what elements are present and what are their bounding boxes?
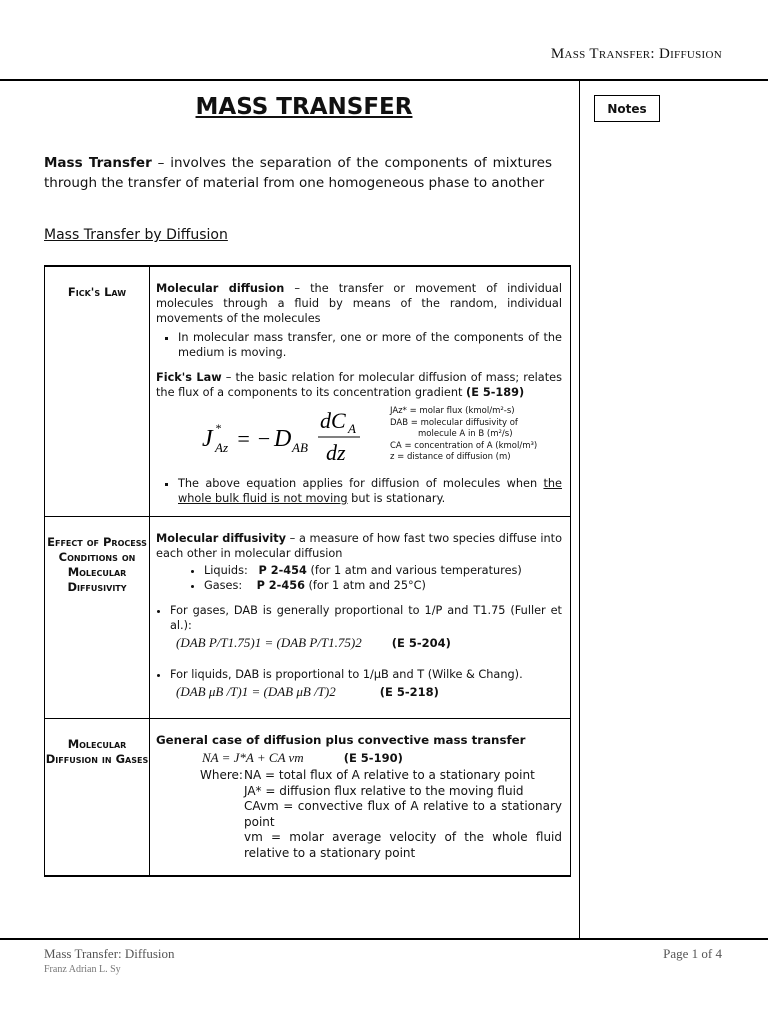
- definition-cell: [150, 719, 571, 877]
- svg-text:Az: Az: [215, 440, 228, 455]
- list-item: JA* = diffusion flux relative to the moving fluid: [244, 783, 524, 798]
- header-rule: [0, 79, 768, 81]
- equation-ref: (E 5-189): [466, 386, 525, 399]
- running-header: Mass Transfer: Diffusion: [550, 46, 722, 62]
- table-row: [45, 719, 571, 877]
- notes-column-divider: [579, 80, 580, 940]
- svg-text:dC: dC: [320, 408, 346, 433]
- topics-table: [44, 265, 571, 877]
- svg-text:J: J: [202, 426, 213, 452]
- molecular-diffusion-term: Molecular diffusion: [156, 282, 285, 295]
- intro-term: Mass Transfer: [44, 155, 152, 171]
- list-item: vm = molar average velocity of the whole fluid relative to a stationary point: [244, 830, 562, 860]
- list-item: CAvm = convective flux of A relative to a stationary point: [244, 799, 562, 829]
- flux-equation: NA = J*A + CA vm (E 5-190): [202, 750, 403, 765]
- ficks-law-term: Fick's Law: [156, 371, 222, 384]
- list-item: ▪ In molecular mass transfer, one or more of the components of the medium is moving.: [178, 330, 562, 360]
- bullet-list: [156, 476, 562, 506]
- list-item: • For gases, DAB is generally proportional to 1/P and T1.75 (Fuller et al.):: [170, 603, 562, 633]
- bullet-list: [156, 563, 562, 593]
- svg-text:dz: dz: [326, 440, 346, 465]
- bullet-list: [156, 330, 562, 360]
- ficks-law-formula: [200, 404, 400, 470]
- list-item: • For liquids, DAB is proportional to 1/μB and T (Wilke & Chang).: [170, 667, 562, 682]
- general-case-heading: General case of diffusion plus convective mass transfer: [156, 733, 526, 747]
- ficks-law-equation: [156, 404, 562, 470]
- intro-paragraph: [44, 153, 552, 193]
- term-cell: Fick's Law: [45, 266, 150, 517]
- bullet-list: [156, 667, 562, 682]
- list-item: • Gases: P 2-456 (for 1 atm and 25°C): [204, 578, 562, 593]
- footer-author: Franz Adrian L. Sy: [44, 964, 121, 975]
- footer-rule: [0, 938, 768, 940]
- bullet-list: [156, 603, 562, 633]
- page-title: MASS TRANSFER: [195, 94, 413, 120]
- svg-text:D: D: [274, 426, 292, 452]
- list-item: • Liquids: P 2-454 (for 1 atm and various temperatures): [204, 563, 562, 578]
- list-item: ▪ The above equation applies for diffusion of molecules when the whole bulk fluid is not moving but is stationary.: [178, 476, 562, 506]
- gas-diffusivity-equation: (DAB P/T1.75)1 = (DAB P/T1.75)2 (E 5-204): [176, 635, 451, 650]
- notes-label: Notes: [594, 95, 660, 122]
- table-row: [45, 517, 571, 719]
- svg-text:*: *: [215, 421, 221, 435]
- flux-definitions: Where: NA = total flux of A relative to a stationary point JA* = diffusion flux relative to the moving fluid CAvm = convective flux of A relative to a stationary point vm = molar average velocity of the whole fluid relative to a stationary point: [200, 768, 562, 860]
- definition-cell: Molecular diffusion – the transfer or movement of individual molecules through a fluid by means of the random, individual movements of the molecules ▪ In molecular mass transfer, one or more of the components of the medium is moving. Fick's Law – the basic relation for molecular diffusion of mass; relates the flux of a components to its concentration gradient (E 5-189) J * Az = − D AB dC A dz JAz* = molar flux (kmol/m²-s) DAB = molecular diffusivity of molecule A in B (m²/s) CA = concentration of A (kmol/m³) z = distance of diffusion (m) ▪ The above equation applies for diffusion of molecules when the whole bulk fluid is not moving but is stationary.: [150, 266, 571, 517]
- svg-text:= −: = −: [236, 426, 272, 451]
- term-cell: Effect of Process Conditions on Molecular Diffusivity: [45, 517, 150, 719]
- intro-text: – involves the separation of the components of mixtures through the transfer of material from one homogeneous phase to another: [44, 155, 552, 191]
- definition-cell: Molecular diffusivity – a measure of how fast two species diffuse into each other in molecular diffusion • Liquids: P 2-454 (for 1 atm and various temperatures) • Gases: P 2-456 (for 1 atm and 25°C) • For gases, DAB is generally proportional to 1/P and T1.75 (Fuller et al.): (DAB P/T1.75)1 = (DAB P/T1.75)2 (E 5-204) • For liquids, DAB is proportional to 1/μB and T (Wilke & Chang). (DAB μB /T)1 = (DAB μB /T)2 (E 5-218): [150, 517, 571, 719]
- svg-text:AB: AB: [292, 440, 308, 455]
- footer-title: Mass Transfer: Diffusion: [44, 946, 175, 961]
- section-heading: Mass Transfer by Diffusion: [44, 227, 228, 243]
- list-item: NA = total flux of A relative to a stationary point: [244, 768, 535, 782]
- svg-text:A: A: [348, 421, 356, 436]
- molecular-diffusivity-term: Molecular diffusivity: [156, 532, 287, 545]
- equation-legend: JAz* = molar flux (kmol/m²-s) DAB = molecular diffusivity of molecule A in B (m²/s) CA = concentration of A (kmol/m³) z = distance of diffusion (m): [390, 406, 538, 462]
- table-row: [45, 266, 571, 517]
- liquid-diffusivity-equation: (DAB μB /T)1 = (DAB μB /T)2 (E 5-218): [176, 684, 439, 699]
- term-cell: Molecular Diffusion in Gases: [45, 719, 150, 877]
- page-number: Page 1 of 4: [663, 946, 722, 961]
